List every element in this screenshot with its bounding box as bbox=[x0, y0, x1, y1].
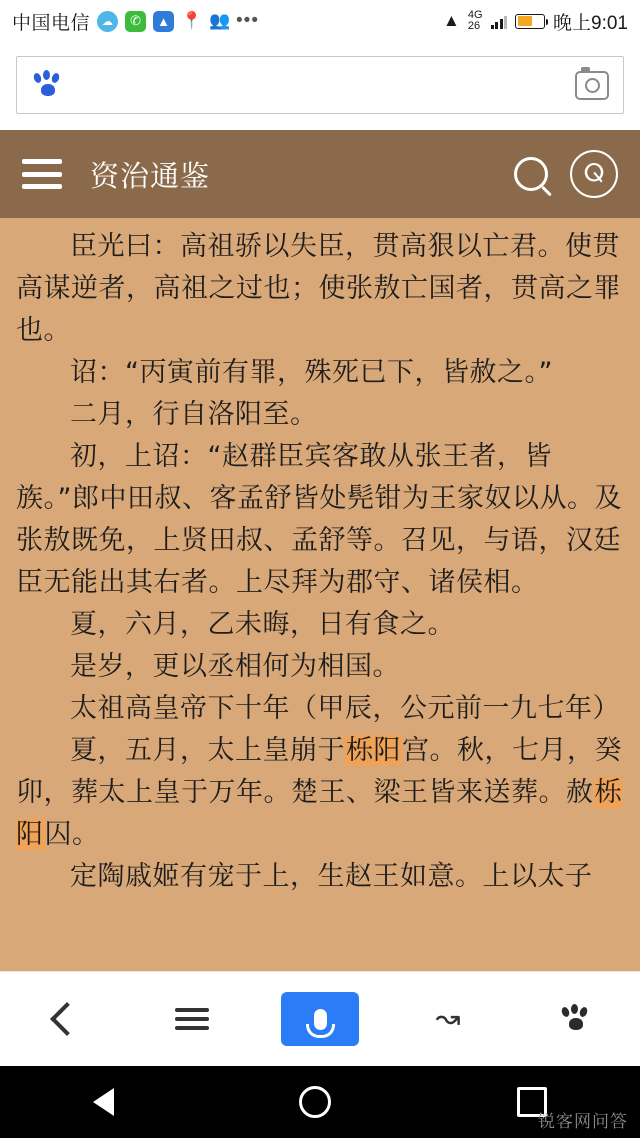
more-dots-icon: ••• bbox=[236, 10, 259, 31]
paragraph: 太祖高皇帝下十年（甲辰，公元前一九七年） bbox=[70, 693, 620, 724]
signal-strength-icon bbox=[491, 14, 508, 29]
search-bar-container bbox=[0, 42, 640, 130]
search-highlight: 栎阳 bbox=[16, 777, 622, 850]
share-button[interactable] bbox=[408, 987, 488, 1051]
hamburger-menu-icon[interactable] bbox=[22, 159, 62, 189]
cloud-icon: ☁ bbox=[97, 11, 118, 32]
location-pin-icon: 📍 bbox=[180, 11, 203, 30]
camera-icon[interactable] bbox=[575, 71, 609, 100]
clock-label: 晚上9:01 bbox=[553, 12, 628, 34]
paragraph-highlighted: 夏，五月，太上皇崩于栎阳宫。秋，七月，癸卯，葬太上皇于万年。楚王、梁王皆来送葬。赦栎阳囚。 bbox=[16, 735, 622, 850]
paragraph: 臣光曰：高祖骄以失臣，贯高狠以亡君。使贯高谋逆者，高祖之过也；使张敖亡国者，贯高之罪也。 bbox=[16, 231, 621, 346]
article-content bbox=[0, 218, 640, 971]
app-header bbox=[0, 130, 640, 218]
watermark-label: 锐客网问答 bbox=[538, 1112, 628, 1132]
bottom-toolbar bbox=[0, 971, 640, 1066]
search-box[interactable] bbox=[16, 56, 624, 114]
paragraph: 夏，六月，乙未晦，日有食之。 bbox=[70, 609, 455, 640]
chevron-left-icon bbox=[50, 1002, 84, 1036]
paragraph: 诏：“丙寅前有罪，殊死已下，皆赦之。” bbox=[70, 357, 553, 388]
back-button[interactable] bbox=[24, 987, 104, 1051]
app-header-actions bbox=[514, 150, 618, 198]
search-highlight: 栎阳 bbox=[346, 735, 401, 766]
paragraph: 二月，行自洛阳至。 bbox=[70, 399, 318, 430]
network-type-label bbox=[468, 10, 483, 32]
android-back-icon[interactable] bbox=[93, 1088, 114, 1116]
network-type-line2: 26 bbox=[467, 20, 481, 32]
search-icon[interactable] bbox=[514, 157, 548, 191]
status-bar-left bbox=[12, 8, 258, 35]
search-input[interactable] bbox=[65, 73, 575, 98]
paragraph: 初，上诏：“赵群臣宾客敢从张王者，皆族。”郎中田叔、客孟舒皆处髡钳为王家奴以从。及张敖既免，上贤田叔、孟舒等。召见，与语，汉廷臣无能出其右者。上尽拜为郡守、诸侯相。 bbox=[16, 441, 622, 598]
app-blue-icon: ▲ bbox=[153, 11, 174, 32]
catalog-button[interactable] bbox=[152, 987, 232, 1051]
wifi-icon: ▲ bbox=[443, 11, 460, 30]
mini-program-icon[interactable]: ⵕ bbox=[570, 150, 618, 198]
people-icon: 👥 bbox=[208, 11, 231, 30]
status-bar-right bbox=[443, 8, 628, 35]
share-arrow-icon: ↝ bbox=[435, 1002, 461, 1035]
voice-button[interactable] bbox=[280, 987, 360, 1051]
carrier-label: 中国电信 bbox=[12, 12, 91, 34]
baidu-home-button[interactable] bbox=[536, 987, 616, 1051]
network-type-line1: 4G bbox=[467, 9, 483, 21]
android-navigation-bar bbox=[0, 1066, 640, 1138]
paragraph: 是岁，更以丞相何为相国。 bbox=[70, 651, 400, 682]
list-icon bbox=[175, 1008, 209, 1030]
wechat-icon: ✆ bbox=[125, 11, 146, 32]
microphone-icon bbox=[281, 992, 359, 1046]
status-bar bbox=[0, 0, 640, 42]
android-home-icon[interactable] bbox=[299, 1086, 331, 1118]
baidu-paw-icon bbox=[559, 1002, 593, 1036]
paragraph: 定陶戚姬有宠于上，生赵王如意。上以太子 bbox=[70, 861, 593, 892]
page-title: 资治通鉴 bbox=[90, 158, 211, 193]
baidu-paw-logo bbox=[31, 68, 65, 102]
battery-icon bbox=[515, 14, 545, 29]
